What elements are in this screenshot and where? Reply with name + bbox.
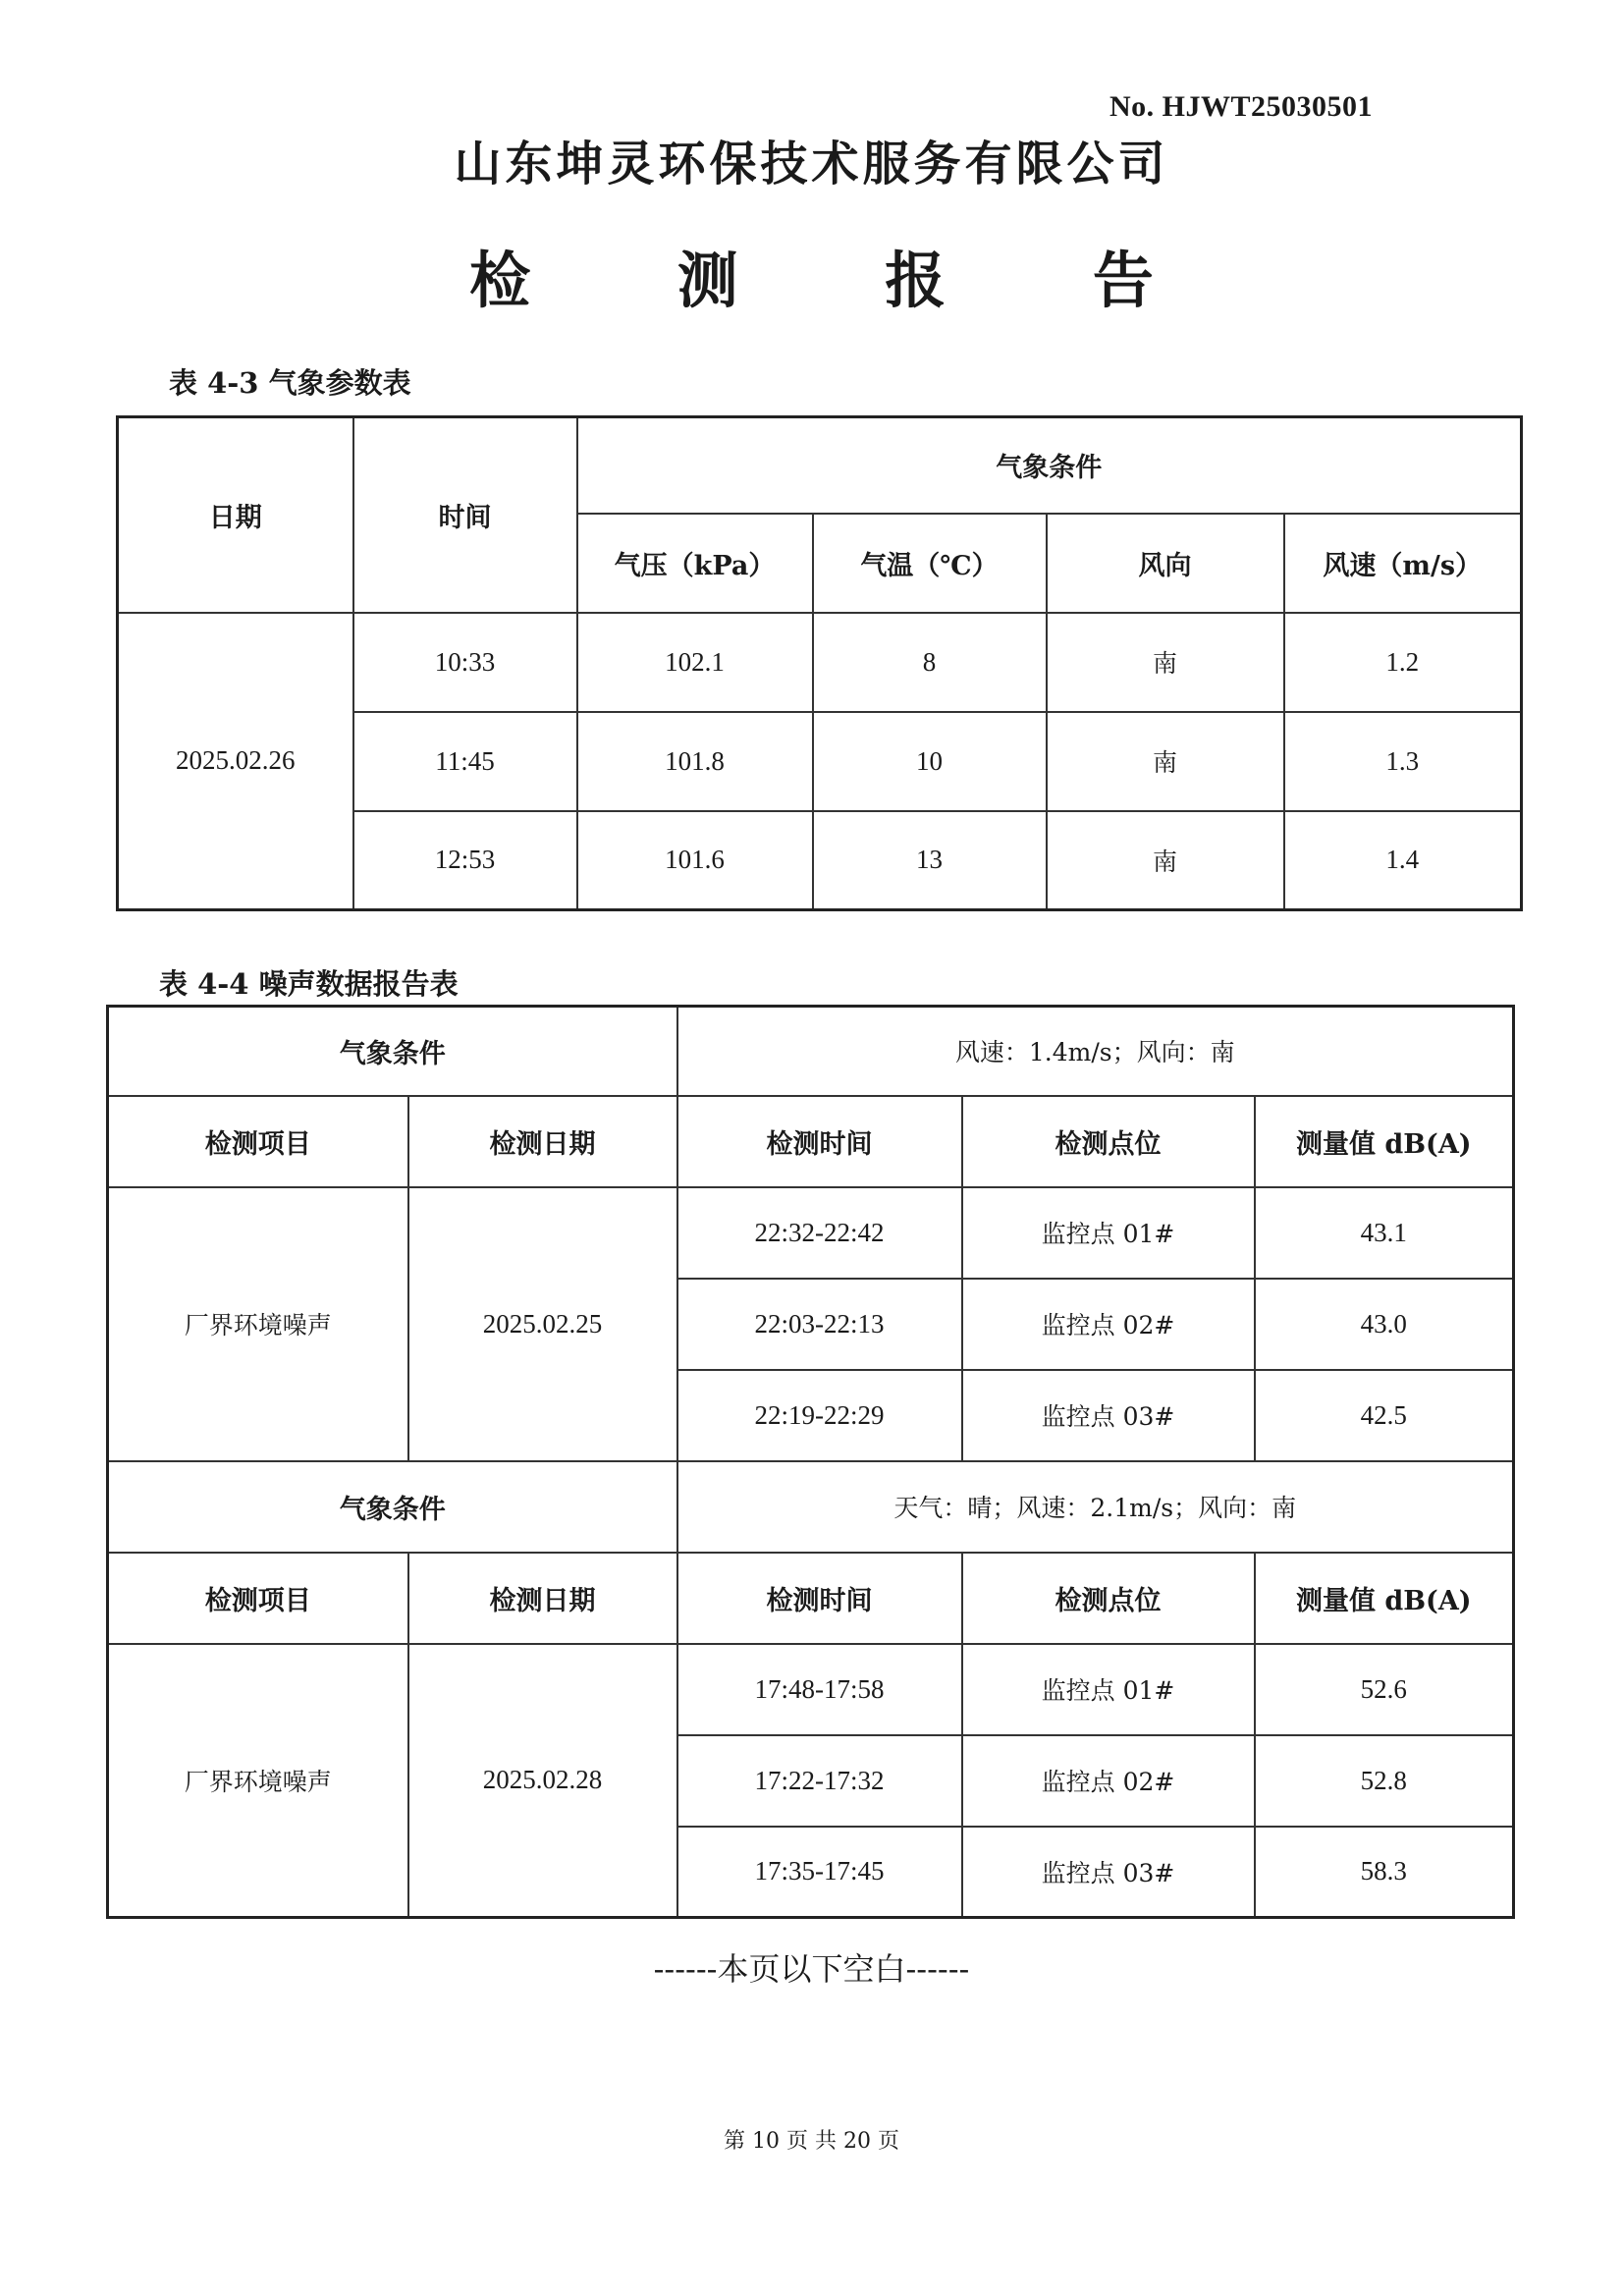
table-row xyxy=(108,1644,1514,1735)
header-item: 检测项目 xyxy=(108,1096,408,1187)
wind-direction-cell: 南 xyxy=(1047,712,1284,811)
test-item: 厂界环境噪声 xyxy=(108,1644,408,1918)
value-cell: 58.3 xyxy=(1255,1827,1514,1918)
header-wind-speed: 风速（m/s） xyxy=(1284,514,1522,613)
value-cell: 52.6 xyxy=(1255,1644,1514,1735)
header-wind-direction: 风向 xyxy=(1047,514,1284,613)
time-cell: 11:45 xyxy=(353,712,577,811)
pressure-cell: 101.6 xyxy=(577,811,813,910)
noise-data-table xyxy=(106,1005,1515,1919)
time-cell: 12:53 xyxy=(353,811,577,910)
weather-label: 气象条件 xyxy=(108,1461,677,1553)
header-time: 检测时间 xyxy=(677,1553,962,1644)
wind-speed-cell: 1.3 xyxy=(1284,712,1522,811)
time-cell: 10:33 xyxy=(353,613,577,712)
document-title: 检 测 报 告 xyxy=(469,245,1217,316)
wind-speed-cell: 1.4 xyxy=(1284,811,1522,910)
test-date: 2025.02.28 xyxy=(408,1644,677,1918)
time-cell: 17:48-17:58 xyxy=(677,1644,962,1735)
time-cell: 22:03-22:13 xyxy=(677,1279,962,1370)
table-row xyxy=(118,613,1522,712)
weather-value: 天气：晴；风速：2.1m/s；风向：南 xyxy=(677,1461,1514,1553)
blank-below-note: ------本页以下空白------ xyxy=(653,1950,970,1988)
point-cell: 监控点 02# xyxy=(962,1279,1255,1370)
header-value: 测量值 dB(A) xyxy=(1255,1096,1514,1187)
value-cell: 43.0 xyxy=(1255,1279,1514,1370)
weather-label: 气象条件 xyxy=(108,1007,677,1096)
value-cell: 42.5 xyxy=(1255,1370,1514,1461)
header-point: 检测点位 xyxy=(962,1096,1255,1187)
header-pressure: 气压（kPa） xyxy=(577,514,813,613)
company-name: 山东坤灵环保技术服务有限公司 xyxy=(454,137,1169,191)
pressure-cell: 102.1 xyxy=(577,613,813,712)
measurement-date: 2025.02.26 xyxy=(118,613,353,910)
point-cell: 监控点 02# xyxy=(962,1735,1255,1827)
header-date: 检测日期 xyxy=(408,1096,677,1187)
point-cell: 监控点 01# xyxy=(962,1187,1255,1279)
header-temperature: 气温（℃） xyxy=(813,514,1047,613)
point-cell: 监控点 03# xyxy=(962,1827,1255,1918)
page-number: 第 10 页 共 20 页 xyxy=(724,2129,899,2154)
header-row xyxy=(108,1553,1514,1644)
header-point: 检测点位 xyxy=(962,1553,1255,1644)
value-cell: 43.1 xyxy=(1255,1187,1514,1279)
weather-value: 风速：1.4m/s；风向：南 xyxy=(677,1007,1514,1096)
wind-direction-cell: 南 xyxy=(1047,811,1284,910)
time-cell: 22:32-22:42 xyxy=(677,1187,962,1279)
test-item: 厂界环境噪声 xyxy=(108,1187,408,1461)
temperature-cell: 13 xyxy=(813,811,1047,910)
report-number: No. HJWT25030501 xyxy=(1109,90,1374,123)
time-cell: 22:19-22:29 xyxy=(677,1370,962,1461)
time-cell: 17:22-17:32 xyxy=(677,1735,962,1827)
header-date: 检测日期 xyxy=(408,1553,677,1644)
header-value: 测量值 dB(A) xyxy=(1255,1553,1514,1644)
header-time: 检测时间 xyxy=(677,1096,962,1187)
header-date: 日期 xyxy=(118,417,353,613)
wind-direction-cell: 南 xyxy=(1047,613,1284,712)
table-4-3-caption: 表 4-3 气象参数表 xyxy=(169,366,411,400)
value-cell: 52.8 xyxy=(1255,1735,1514,1827)
point-cell: 监控点 01# xyxy=(962,1644,1255,1735)
temperature-cell: 10 xyxy=(813,712,1047,811)
header-weather-conditions: 气象条件 xyxy=(577,417,1522,514)
header-time: 时间 xyxy=(353,417,577,613)
test-date: 2025.02.25 xyxy=(408,1187,677,1461)
wind-speed-cell: 1.2 xyxy=(1284,613,1522,712)
weather-row xyxy=(108,1007,1514,1096)
temperature-cell: 8 xyxy=(813,613,1047,712)
table-4-4-caption: 表 4-4 噪声数据报告表 xyxy=(159,967,459,1001)
weather-parameters-table xyxy=(116,415,1523,911)
header-row xyxy=(108,1096,1514,1187)
time-cell: 17:35-17:45 xyxy=(677,1827,962,1918)
weather-row xyxy=(108,1461,1514,1553)
point-cell: 监控点 03# xyxy=(962,1370,1255,1461)
table-row xyxy=(108,1187,1514,1279)
pressure-cell: 101.8 xyxy=(577,712,813,811)
header-item: 检测项目 xyxy=(108,1553,408,1644)
